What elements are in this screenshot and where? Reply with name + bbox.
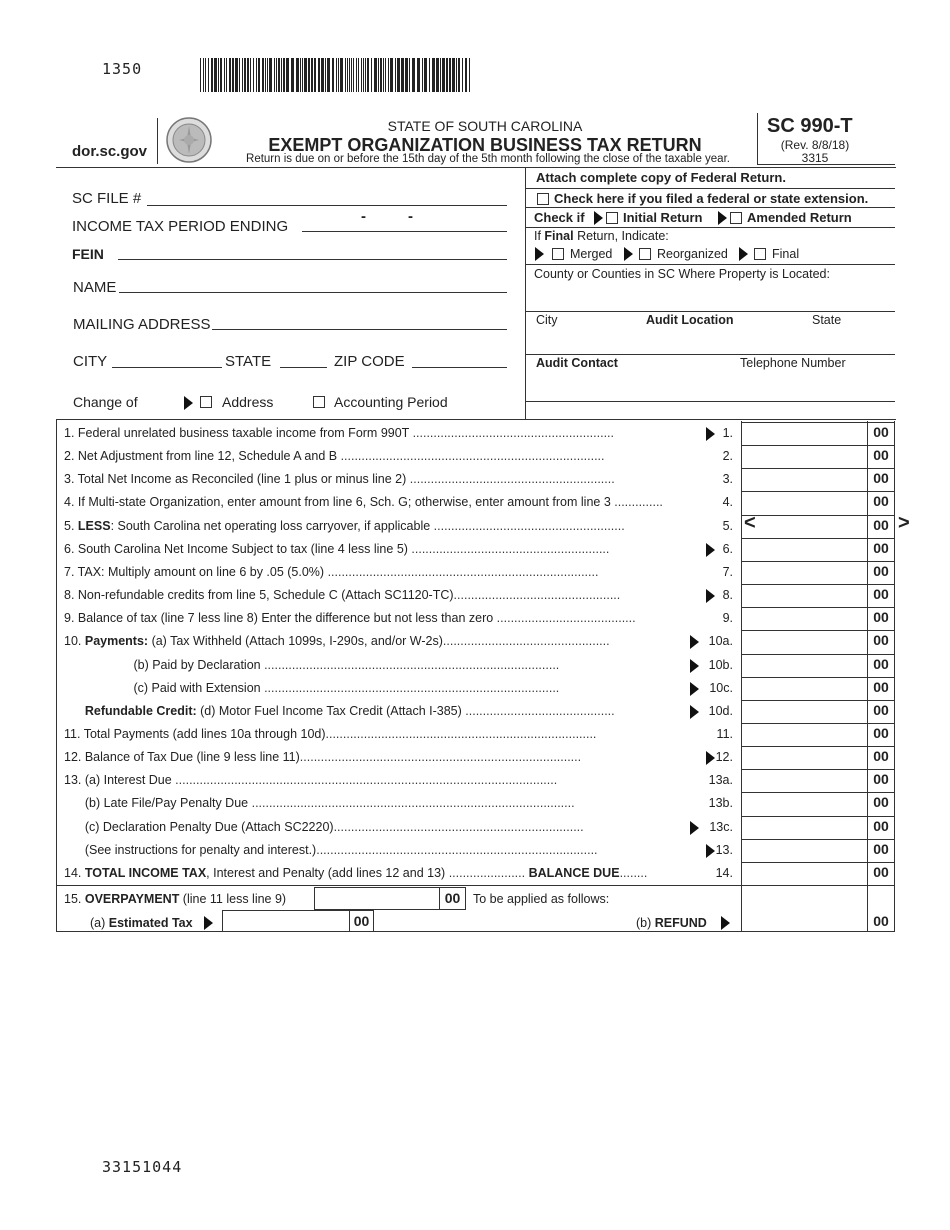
- line-cents: 00: [873, 470, 889, 487]
- form-code: 1350: [102, 60, 143, 78]
- arrow-icon: [706, 844, 715, 858]
- audit-contact-label: Audit Contact: [536, 356, 618, 370]
- line-number: 2.: [722, 449, 733, 464]
- tax-line-1: 1. Federal unrelated business taxable income from Form 990T ..........................................................: [64, 426, 614, 440]
- arrow-icon: [690, 821, 699, 835]
- extension-checkbox[interactable]: [537, 193, 549, 205]
- sc-file-label: SC FILE #: [72, 190, 142, 207]
- line-cents: 00: [873, 655, 889, 672]
- fein-label: FEIN: [72, 246, 104, 262]
- accounting-period-checkbox[interactable]: [313, 396, 325, 408]
- telephone-label: Telephone Number: [740, 356, 846, 370]
- city-label: CITY: [73, 353, 108, 370]
- estimated-tax-label: (a) Estimated Tax: [90, 916, 193, 930]
- arrow-icon: [706, 751, 715, 765]
- tax-line-10: 10. Payments: (a) Tax Withheld (Attach 1099s, I-290s, and/or W-2s)................................................: [64, 634, 610, 649]
- tax-line-5: 5. LESS: South Carolina net operating loss carryover, if applicable .......................................................: [64, 518, 625, 533]
- zip-code-label: ZIP CODE: [334, 353, 405, 370]
- line-number: 13b.: [708, 796, 733, 811]
- arrow-icon: [204, 916, 213, 930]
- state-input[interactable]: [280, 367, 327, 368]
- arrow-icon: [690, 635, 699, 649]
- initial-return-checkbox[interactable]: [606, 212, 618, 224]
- line-cents: 00: [873, 586, 889, 603]
- final-checkbox[interactable]: [754, 248, 766, 260]
- amended-return-checkbox[interactable]: [730, 212, 742, 224]
- state-label: STATE: [225, 353, 272, 370]
- line-cents: 00: [873, 724, 889, 741]
- sc-file-input[interactable]: [147, 205, 507, 206]
- line-amount-input[interactable]: [742, 792, 867, 815]
- mailing-address-label: MAILING ADDRESS: [73, 316, 211, 333]
- tax-line-4: 4. If Multi-state Organization, enter amount from line 6, Sch. G; otherwise, enter amount from line 3 ..............: [64, 495, 663, 510]
- county-input[interactable]: [525, 311, 895, 312]
- line-cents: 00: [873, 794, 889, 811]
- arrow-icon: [535, 247, 544, 261]
- line-amount-input[interactable]: [742, 561, 867, 584]
- tax-line-14: 11. Total Payments (add lines 10a through 10d)..............................................................................: [64, 726, 597, 741]
- audit-city-label: City: [536, 313, 558, 327]
- refund-cents: 00: [873, 913, 889, 929]
- line-cents: 00: [873, 632, 889, 649]
- attach-federal-note: Attach complete copy of Federal Return.: [536, 170, 786, 185]
- line-cents: 00: [873, 539, 889, 556]
- line-number: 14.: [715, 865, 733, 880]
- arrow-icon: [706, 543, 715, 557]
- line-15-label: 15. OVERPAYMENT (line 11 less line 9): [64, 892, 287, 906]
- website: dor.sc.gov: [72, 143, 148, 160]
- reorganized-label: Reorganized: [657, 247, 728, 261]
- tax-line-7: 7. TAX: Multiply amount on line 6 by .05 (5.0%) ..............................................................................: [64, 564, 599, 579]
- form-revision: (Rev. 8/8/18): [780, 138, 850, 152]
- form-id: SC 990-T: [767, 115, 853, 137]
- arrow-icon: [594, 211, 603, 225]
- tax-line-17: (b) Late File/Pay Penalty Due .............................................................................................: [64, 796, 575, 811]
- line-amount-input[interactable]: [742, 515, 867, 538]
- arrow-icon: [706, 427, 715, 441]
- line-amount-input[interactable]: [742, 700, 867, 723]
- line-cents: 00: [873, 516, 889, 533]
- footer-code: 33151044: [102, 1158, 183, 1176]
- tax-line-6: 6. South Carolina Net Income Subject to tax (line 4 less line 5) .........................................................: [64, 541, 610, 556]
- overpayment-input[interactable]: [314, 887, 439, 910]
- line-cents: 00: [873, 771, 889, 788]
- arrow-icon: [739, 247, 748, 261]
- line-number: 13a.: [708, 773, 733, 788]
- form-title: EXEMPT ORGANIZATION BUSINESS TAX RETURN: [268, 135, 702, 155]
- income-tax-period-input[interactable]: [302, 231, 507, 232]
- zip-code-input[interactable]: [412, 367, 507, 368]
- line-number: 6.: [722, 541, 733, 556]
- line-number: 11.: [716, 726, 733, 741]
- address-change-label: Address: [222, 394, 274, 410]
- line-number: 5.: [722, 518, 733, 533]
- change-of-label: Change of: [73, 394, 138, 410]
- name-input[interactable]: [119, 292, 507, 293]
- refund-label: (b) REFUND: [636, 916, 707, 930]
- line-number: 9.: [722, 611, 733, 626]
- merged-label: Merged: [570, 247, 613, 261]
- audit-location-input[interactable]: [525, 354, 895, 355]
- line-amount-input[interactable]: [742, 839, 867, 862]
- arrow-icon: [624, 247, 633, 261]
- line-number: 10d.: [708, 703, 733, 718]
- line-amount-input[interactable]: [742, 538, 867, 561]
- tax-line-18: (c) Declaration Penalty Due (Attach SC2220)........................................................................: [64, 819, 584, 834]
- income-tax-period-label: INCOME TAX PERIOD ENDING: [72, 218, 289, 235]
- form-subtitle: Return is due on or before the 15th day of the 5th month following the close of the taxable year.: [246, 153, 730, 165]
- mailing-address-input[interactable]: [212, 329, 507, 330]
- city-input[interactable]: [112, 367, 222, 368]
- applied-as-follows-label: To be applied as follows:: [473, 892, 610, 906]
- tax-line-13: Refundable Credit: (d) Motor Fuel Income Tax Credit (Attach I-385) ...........................................: [84, 703, 615, 718]
- line-number: 4.: [722, 495, 733, 510]
- line-cents: 00: [873, 609, 889, 626]
- line-amount-input[interactable]: [742, 422, 867, 445]
- audit-contact-input[interactable]: [525, 401, 895, 402]
- line-number: 1.: [722, 426, 733, 440]
- tax-line-15: 12. Balance of Tax Due (line 9 less line 11).................................................................................: [64, 750, 582, 765]
- if-final-label: If Final Return, Indicate:: [534, 229, 669, 243]
- arrow-icon: [718, 211, 727, 225]
- line-amount-input[interactable]: [742, 654, 867, 677]
- line-cents: 00: [873, 447, 889, 464]
- arrow-icon: [721, 916, 730, 930]
- line-amount-input[interactable]: [742, 584, 867, 607]
- county-label: County or Counties in SC Where Property is Located:: [534, 267, 830, 281]
- name-label: NAME: [73, 279, 117, 296]
- line-amount-input[interactable]: [742, 769, 867, 792]
- state-name: STATE OF SOUTH CAROLINA: [387, 118, 583, 134]
- accounting-period-label: Accounting Period: [334, 394, 448, 410]
- line-amount-input[interactable]: [742, 816, 867, 839]
- line-number: 13c.: [709, 819, 733, 834]
- line-amount-input[interactable]: [742, 862, 867, 885]
- line-cents: 00: [873, 493, 889, 510]
- line-amount-input[interactable]: [742, 630, 867, 653]
- initial-return-label: Initial Return: [623, 210, 703, 225]
- line-number: 13.: [715, 842, 733, 857]
- line-number: 3.: [722, 472, 733, 487]
- final-label: Final: [772, 247, 800, 261]
- line-amount-input[interactable]: [742, 607, 867, 630]
- line-amount-input[interactable]: [742, 445, 867, 468]
- arrow-icon: [690, 682, 699, 696]
- estimated-tax-input[interactable]: [222, 910, 349, 931]
- amended-return-label: Amended Return: [747, 210, 852, 225]
- tax-line-19: (See instructions for penalty and interest.).................................................................................: [64, 842, 598, 857]
- audit-state-label: State: [812, 313, 842, 327]
- line-amount-input[interactable]: [742, 677, 867, 700]
- tax-line-20: 14. TOTAL INCOME TAX, Interest and Penalty (add lines 12 and 13) ...................... BALANCE DUE........: [64, 865, 648, 880]
- line-cents: 00: [873, 748, 889, 765]
- line-number: 10a.: [708, 634, 733, 649]
- line-cents: 00: [873, 562, 889, 579]
- tax-line-8: 8. Non-refundable credits from line 5, Schedule C (Attach SC1120-TC)................................................: [64, 588, 621, 603]
- line-number: 8.: [722, 588, 733, 603]
- period-separator: -: [361, 208, 366, 225]
- line-number: 12.: [715, 750, 733, 765]
- reorganized-checkbox[interactable]: [639, 248, 651, 260]
- line-number: 7.: [722, 564, 733, 579]
- check-if-label: Check if: [534, 210, 585, 225]
- period-separator: -: [408, 208, 413, 225]
- arrow-icon: [184, 396, 193, 410]
- fein-input[interactable]: [118, 259, 507, 260]
- bracket-close: >: [898, 512, 910, 534]
- audit-location-label: Audit Location: [646, 313, 734, 327]
- line-amount-input[interactable]: [742, 723, 867, 746]
- tax-line-11: (b) Paid by Declaration .....................................................................................: [64, 657, 560, 672]
- arrow-icon: [706, 589, 715, 603]
- bracket-open: <: [744, 512, 756, 534]
- tax-line-3: 3. Total Net Income as Reconciled (line 1 plus or minus line 2) ...........................................................: [64, 472, 615, 487]
- line-amount-input[interactable]: [742, 491, 867, 514]
- address-change-checkbox[interactable]: [200, 396, 212, 408]
- overpayment-cents: 00: [439, 887, 466, 910]
- arrow-icon: [690, 705, 699, 719]
- line-cents: 00: [873, 817, 889, 834]
- line-amount-input[interactable]: [742, 468, 867, 491]
- line-cents: 00: [873, 701, 889, 718]
- extension-label: Check here if you filed a federal or state extension.: [554, 191, 869, 206]
- tax-line-12: (c) Paid with Extension .....................................................................................: [64, 680, 560, 695]
- line-cents: 00: [873, 863, 889, 880]
- barcode: [200, 58, 470, 92]
- form-number: 3315: [801, 151, 829, 165]
- tax-line-9: 9. Balance of tax (line 7 less line 8) Enter the difference but not less than zero ........................................: [64, 611, 636, 626]
- line-amount-input[interactable]: [742, 746, 867, 769]
- line-number: 10b.: [708, 657, 733, 672]
- line-cents: 00: [873, 424, 889, 440]
- state-seal-icon: [165, 116, 213, 164]
- estimated-tax-cents: 00: [349, 910, 374, 931]
- merged-checkbox[interactable]: [552, 248, 564, 260]
- line-cents: 00: [873, 840, 889, 857]
- line-number: 10c.: [709, 680, 733, 695]
- tax-line-2: 2. Net Adjustment from line 12, Schedule A and B ............................................................................: [64, 449, 605, 464]
- arrow-icon: [690, 659, 699, 673]
- line-cents: 00: [873, 678, 889, 695]
- tax-line-16: 13. (a) Interest Due ..............................................................................................................: [64, 773, 558, 788]
